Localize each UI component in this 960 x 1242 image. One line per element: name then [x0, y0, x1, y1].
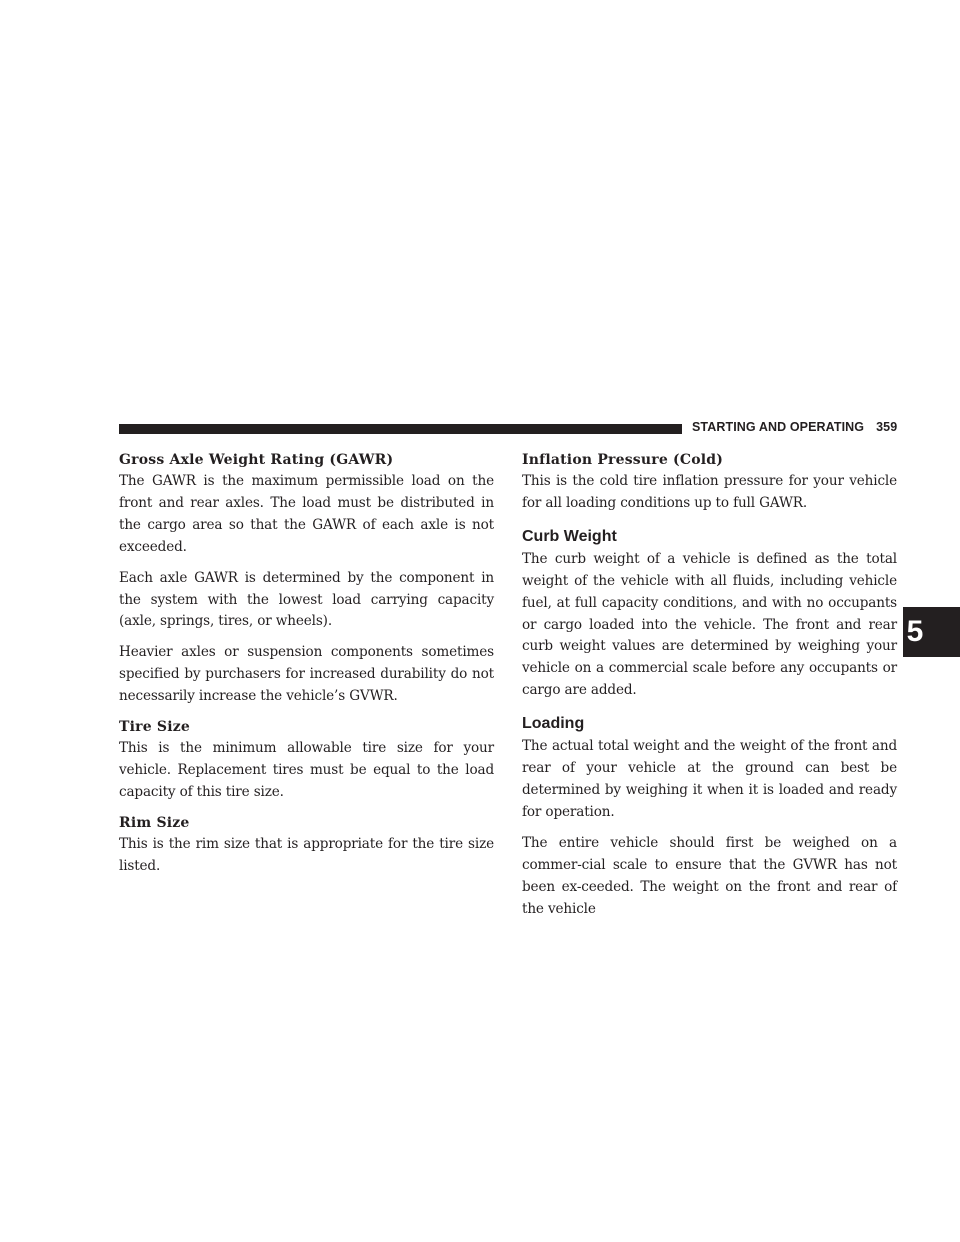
gawr-paragraph-1: The GAWR is the maximum permissible load on the front and rear axles. The load must be distributed in the cargo area so that the GAWR of each axle is not exceeded.: [119, 473, 494, 555]
loading-paragraph-2: The entire vehicle should first be weighed on a commer-cial scale to ensure that the GVWR has not been ex-ceeded. The weight on the front and rear of the vehicle: [522, 834, 897, 917]
loading-heading: Loading: [522, 715, 585, 733]
chapter-number: 5: [906, 615, 924, 648]
running-header: [692, 420, 902, 434]
right-column: [522, 450, 897, 920]
chapter-tab: [903, 607, 960, 657]
gawr-heading: Gross Axle Weight Rating (GAWR): [119, 452, 394, 468]
rim-size-paragraph: This is the rim size that is appropriate for the tire size listed.: [119, 835, 494, 874]
tire-size-paragraph: This is the minimum allowable tire size for your vehicle. Replacement tires must be equal to the load capacity of this tire size.: [119, 740, 494, 800]
loading-paragraph-1: The actual total weight and the weight of the front and rear of your vehicle at the ground can best be determined by weighing it when it is loaded and ready for operation.: [522, 738, 897, 820]
inflation-paragraph: This is the cold tire inflation pressure for your vehicle for all loading conditions up to full GAWR.: [522, 473, 897, 511]
gawr-paragraph-2: Each axle GAWR is determined by the component in the system with the lowest load carrying capacity (axle, springs, tires, or wheels).: [119, 569, 494, 630]
inflation-heading: Inflation Pressure (Cold): [522, 452, 724, 468]
rim-size-heading: Rim Size: [119, 814, 190, 831]
curb-weight-paragraph: The curb weight of a vehicle is defined as the total weight of the vehicle with all fluids, including vehicle fuel, at full capacity conditions, and with no occupants or cargo loaded into the vehicle. The front and rear curb weight values are determined by weighing your vehicle on a commercial scale before any occupants or cargo are added.: [522, 550, 897, 699]
header-rule: [119, 424, 682, 434]
gawr-paragraph-3: Heavier axles or suspension components sometimes specified by purchasers for increased durability do not necessarily increase the vehicle’s GVWR.: [119, 644, 494, 705]
tire-size-heading: Tire Size: [119, 719, 190, 736]
left-column: [119, 450, 494, 878]
section-title: STARTING AND OPERATING: [692, 420, 865, 434]
curb-weight-heading: Curb Weight: [522, 527, 617, 545]
page-number: 359: [876, 420, 898, 434]
